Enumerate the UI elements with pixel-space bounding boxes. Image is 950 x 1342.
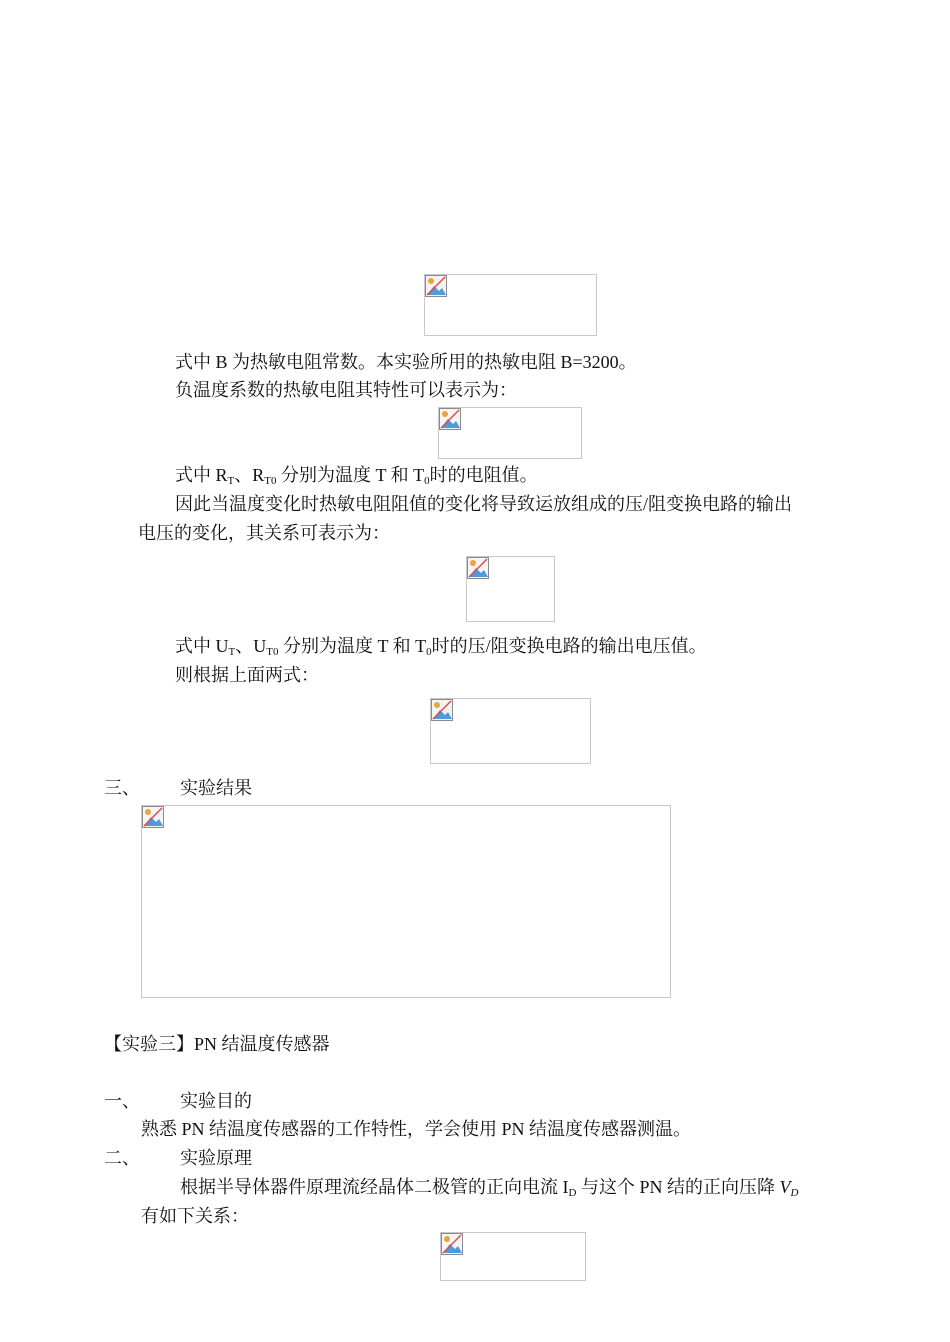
ut-text-g: 时的压/阻变换电路的输出电压值。: [431, 636, 707, 656]
paragraph-principle-l2: [141, 1205, 249, 1227]
paragraph-b-constant: [175, 351, 637, 373]
principle-text-a: 根据半导体器件原理流经晶体二极管的正向电流 I: [180, 1177, 569, 1197]
paragraph-ntc-intro: [175, 379, 517, 401]
ut-sub-t: T: [228, 646, 236, 658]
formula-image-3: [466, 556, 555, 622]
principle-var-v: V: [779, 1177, 791, 1197]
formula-image-4: [430, 698, 591, 764]
broken-image-icon: [431, 699, 453, 721]
broken-image-icon: [425, 275, 447, 297]
rt-sub-t0: T0: [264, 475, 277, 487]
results-image: [141, 805, 671, 998]
ut-sub-0: 0: [426, 646, 432, 658]
formula-image-2: [438, 407, 582, 459]
rt-text-c: 、R: [234, 465, 265, 485]
section-number: 二、: [104, 1148, 140, 1168]
voltage-change-line1: 因此当温度变化时热敏电阻阻值的变化将导致运放组成的压/阻变换电路的输出: [175, 494, 792, 514]
b-constant-text: 式中 B 为热敏电阻常数。本实验所用的热敏电阻 B=3200。: [175, 352, 637, 372]
rt-text-a: 式中 R: [175, 465, 228, 485]
rt-text-e: 分别为温度 T 和 T: [276, 465, 425, 485]
section-number: 三、: [104, 778, 140, 798]
paragraph-ut-definition: [175, 635, 707, 657]
ut-text-e: 分别为温度 T 和 T: [278, 636, 427, 656]
section-heading-results: [104, 777, 252, 799]
rt-text-g: 时的电阻值。: [429, 465, 538, 485]
principle-text-f: 有如下关系：: [141, 1206, 249, 1226]
ut-sub-t0: T0: [266, 646, 279, 658]
paragraph-voltage-change-l2: [138, 522, 390, 544]
section-title: 实验结果: [180, 778, 252, 798]
formula-image-5: [440, 1232, 586, 1281]
broken-image-icon: [467, 557, 489, 579]
paragraph-principle-l1: [180, 1176, 798, 1198]
principle-text-c: 与这个 PN 结的正向压降: [576, 1177, 780, 1197]
paragraph-purpose: [141, 1118, 691, 1140]
experiment-3-title: [104, 1033, 330, 1055]
combine-text: 则根据上面两式：: [175, 665, 319, 685]
section-title: 实验原理: [180, 1148, 252, 1168]
section-title: 实验目的: [180, 1091, 252, 1111]
rt-sub-0: 0: [424, 475, 430, 487]
purpose-text: 熟悉 PN 结温度传感器的工作特性，学会使用 PN 结温度传感器测温。: [141, 1119, 692, 1139]
paragraph-combine: [175, 664, 319, 686]
rt-sub-t: T: [227, 475, 235, 487]
experiment-title: 【实验三】PN 结温度传感器: [104, 1034, 330, 1054]
broken-image-icon: [439, 408, 461, 430]
section-heading-principle: [104, 1147, 252, 1169]
ntc-intro-text: 负温度系数的热敏电阻其特性可以表示为：: [175, 380, 517, 400]
ut-text-a: 式中 U: [175, 636, 229, 656]
broken-image-icon: [142, 806, 164, 828]
formula-image-1: [424, 274, 597, 336]
broken-image-icon: [441, 1233, 463, 1255]
section-number: 一、: [104, 1091, 140, 1111]
principle-sub-d: D: [568, 1187, 577, 1199]
paragraph-voltage-change-l1: [175, 493, 792, 515]
principle-sub-d2: D: [790, 1187, 799, 1199]
paragraph-rt-definition: [175, 464, 538, 486]
voltage-change-line2: 电压的变化，其关系可表示为：: [138, 523, 390, 543]
section-heading-purpose: [104, 1090, 252, 1112]
ut-text-c: 、U: [235, 636, 267, 656]
